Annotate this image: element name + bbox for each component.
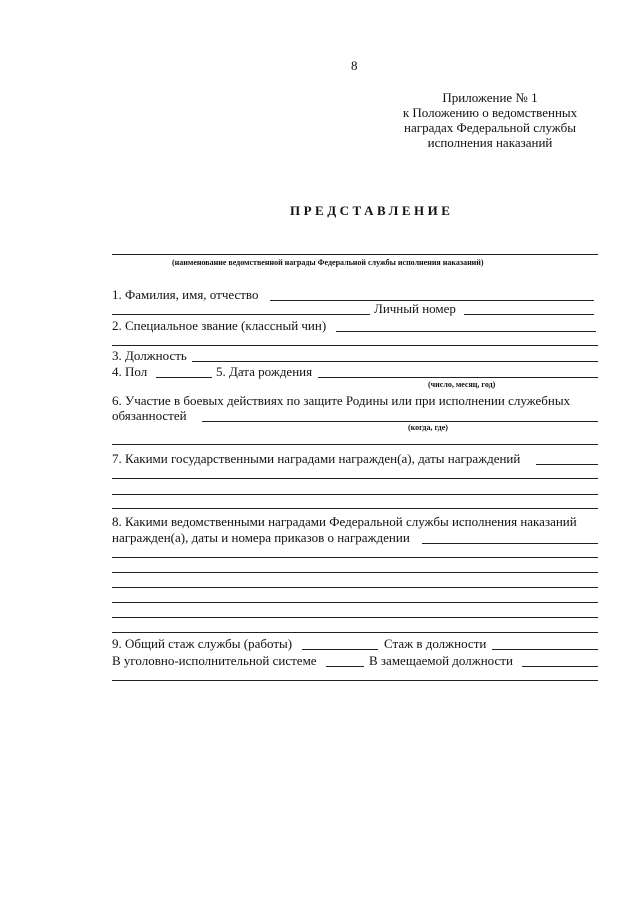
current-position-label: В замещаемой должности — [369, 653, 513, 668]
penal-system-label: В уголовно-исполнительной системе — [112, 653, 317, 668]
appendix-line-1: Приложение № 1 — [442, 90, 538, 105]
total-service-label: 9. Общий стаж службы (работы) — [112, 636, 293, 651]
personal-number-field[interactable] — [464, 314, 594, 315]
dept-awards-field[interactable] — [422, 543, 598, 544]
dept-awards-label-line-1: 8. Какими ведомственными наградами Федеральной службы исполнения наказаний — [112, 514, 577, 529]
dept-awards-line-5[interactable] — [112, 602, 598, 603]
combat-label-line-2: обязанностей — [112, 408, 187, 423]
state-awards-line-3[interactable] — [112, 494, 598, 495]
rank-label: 2. Специальное звание (классный чин) — [112, 318, 327, 333]
appendix-line-4: исполнения наказаний — [427, 135, 553, 150]
combat-label-line-1: 6. Участие в боевых действиях по защите Родины или при исполнении служебных — [112, 393, 571, 408]
dept-awards-line-3[interactable] — [112, 572, 598, 573]
award-name-caption: (наименование ведомственной награды Федеральной службы исполнения наказаний) — [172, 258, 484, 267]
state-awards-label: 7. Какими государственными наградами награжден(а), даты награждений — [112, 451, 521, 466]
dept-awards-line-4[interactable] — [112, 587, 598, 588]
dept-awards-line-2[interactable] — [112, 557, 598, 558]
position-label: 3. Должность — [112, 348, 187, 363]
penal-system-field[interactable] — [326, 666, 364, 667]
combat-field-continued[interactable] — [112, 444, 598, 445]
sex-field[interactable] — [156, 377, 212, 378]
position-tenure-field[interactable] — [492, 649, 598, 650]
rank-field-continued[interactable] — [112, 345, 598, 346]
total-service-field[interactable] — [302, 649, 378, 650]
fio-field-continued[interactable] — [112, 314, 370, 315]
combat-caption: (когда, где) — [408, 423, 448, 432]
position-field[interactable] — [192, 361, 598, 362]
sex-label: 4. Пол — [112, 364, 148, 379]
birth-date-field[interactable] — [318, 377, 598, 378]
state-awards-line-4[interactable] — [112, 508, 598, 509]
fio-label: 1. Фамилия, имя, отчество — [112, 287, 259, 302]
dept-awards-label-line-2: награжден(а), даты и номера приказов о награждении — [112, 530, 410, 545]
state-awards-field[interactable] — [536, 464, 598, 465]
page-number: 8 — [351, 58, 358, 73]
state-awards-line-2[interactable] — [112, 478, 598, 479]
birth-date-caption: (число, месяц, год) — [428, 380, 496, 389]
position-tenure-label: Стаж в должности — [384, 636, 487, 651]
page-title: ПРЕДСТАВЛЕНИЕ — [290, 203, 454, 218]
rank-field[interactable] — [336, 331, 596, 332]
dept-awards-line-7[interactable] — [112, 632, 598, 633]
service-line-continued[interactable] — [112, 680, 598, 681]
award-name-line[interactable] — [112, 254, 598, 255]
birth-date-label: 5. Дата рождения — [216, 364, 313, 379]
combat-field[interactable] — [202, 421, 598, 422]
personal-number-label: Личный номер — [374, 301, 456, 316]
appendix-line-2: к Положению о ведомственных — [402, 105, 578, 120]
current-position-field[interactable] — [522, 666, 598, 667]
dept-awards-line-6[interactable] — [112, 617, 598, 618]
appendix-line-3: наградах Федеральной службы — [404, 120, 576, 135]
